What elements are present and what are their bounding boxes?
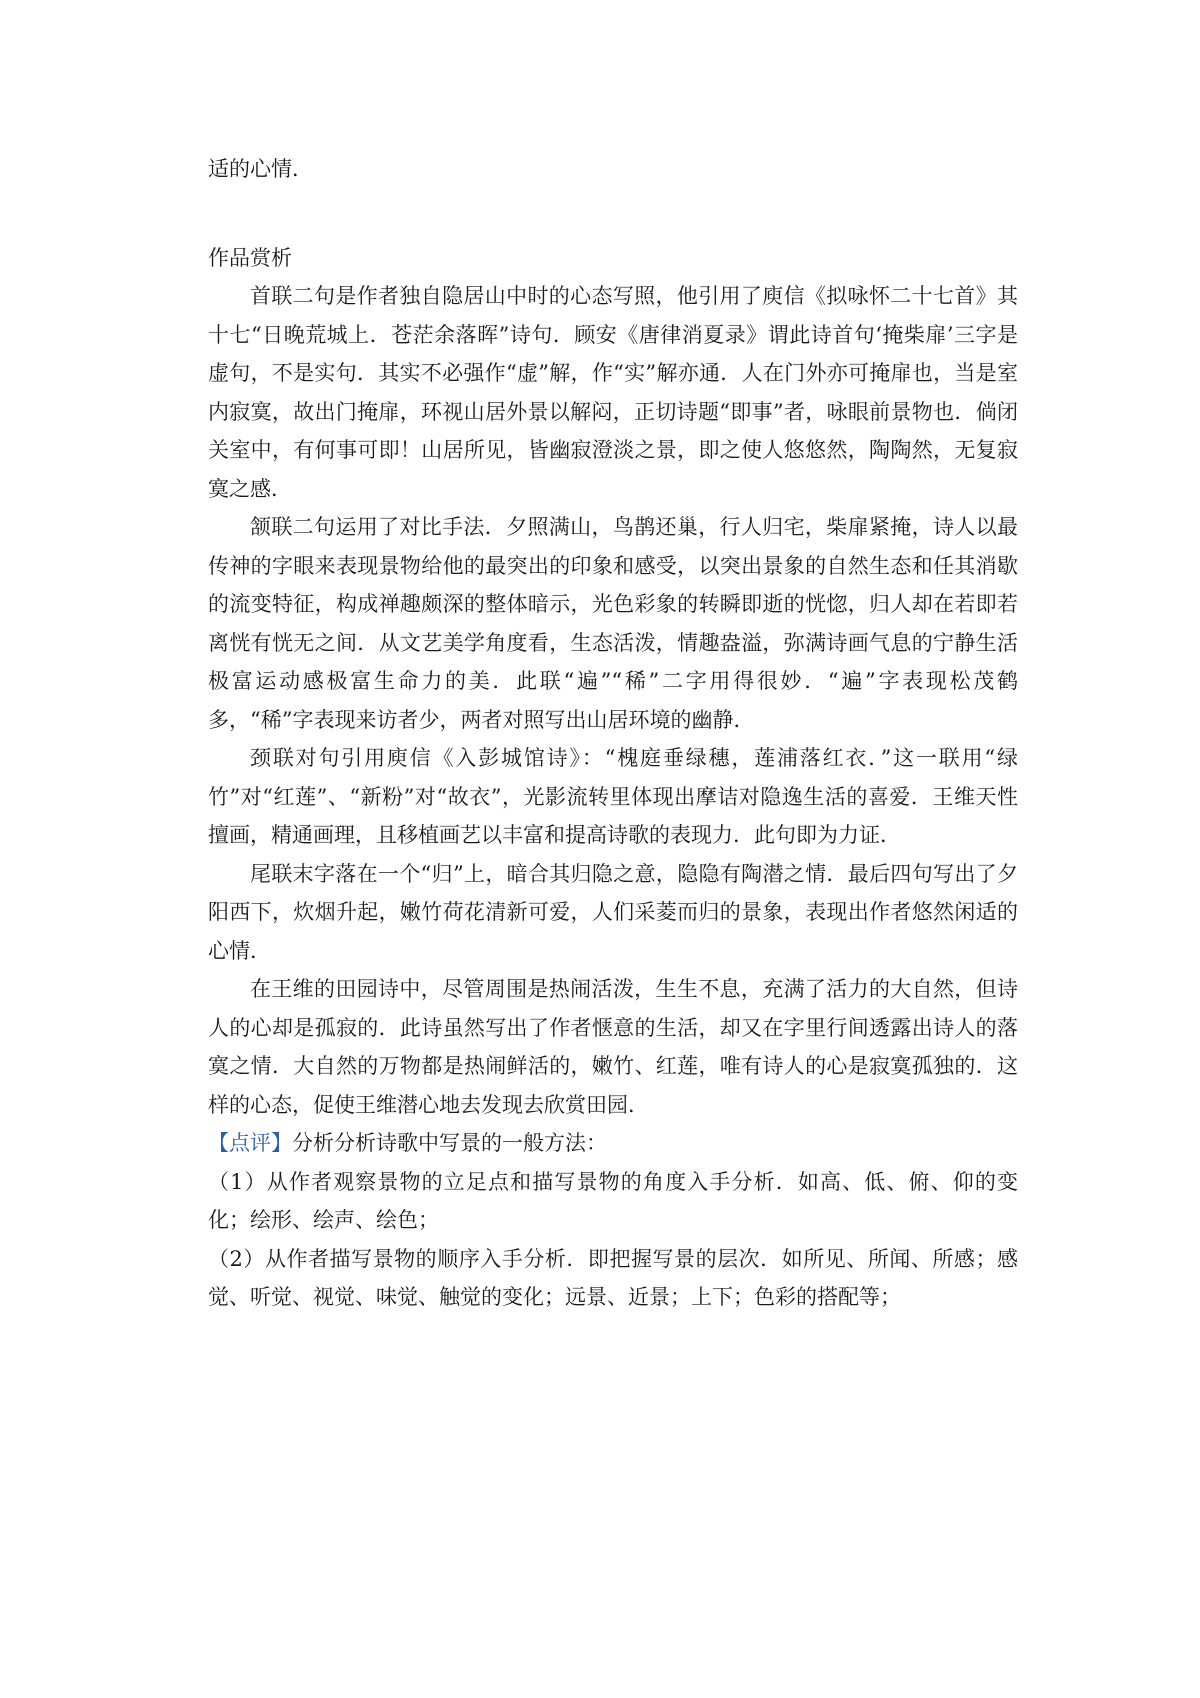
point-2: （2）从作者描写景物的顺序入手分析．即把握写景的层次．如所见、所闻、所感；感觉、听觉、视觉、味觉、触觉的变化；远景、近景；上下；色彩的搭配等；: [208, 1246, 1018, 1309]
document-body: [208, 150, 1018, 1317]
paragraph-final-couplet: 尾联末字落在一个“归”上，暗合其归隐之意，隐隐有陶潜之情．最后四句写出了夕阳西下，炊烟升起，嫩竹荷花清新可爱，人们采菱而归的景象，表现出作者悠然闲适的心情．: [208, 861, 1018, 963]
continuation-line: 适的心情．: [208, 157, 313, 181]
point-1: （1）从作者观察景物的立足点和描写景物的角度入手分析．如高、低、俯、仰的变化；绘形、绘声、绘色；: [208, 1169, 1018, 1232]
comment-tag: 【点评】: [208, 1131, 292, 1155]
section-heading: 作品赏析: [208, 245, 292, 270]
section-gap: [208, 189, 1018, 239]
paragraph-first-couplet: 首联二句是作者独自隐居山中时的心态写照，他引用了庾信《拟咏怀二十七首》其十七“日晚荒城上．苍茫余落晖”诗句．顾安《唐律消夏录》谓此诗首句‘掩柴扉’三字是虚句，不是实句．其实不必强作“虚”解，作“实”解亦通．人在门外亦可掩扉也，当是室内寂寞，故出门掩扉，环视山居外景以解闷，正切诗题“即事”者，咏眼前景物也．倘闭关室中，有何事可即！山居所见，皆幽寂澄淡之景，即之使人悠悠然，陶陶然，无复寂寞之感．: [208, 284, 1018, 501]
comment-text: 分析分析诗歌中写景的一般方法：: [292, 1131, 607, 1155]
paragraph-third-couplet: 颈联对句引用庾信《入彭城馆诗》：“槐庭垂绿穗，莲浦落红衣．”这一联用“绿竹”对“红莲”、“新粉”对“故衣”，光影流转里体现出摩诘对隐逸生活的喜爱．王维天性擅画，精通画理，且移植画艺以丰富和提高诗歌的表现力．此句即为力证．: [208, 746, 1018, 847]
paragraph-second-couplet: 颔联二句运用了对比手法．夕照满山，鸟鹊还巢，行人归宅，柴扉紧掩，诗人以最传神的字眼来表现景物给他的最突出的印象和感受，以突出景象的自然生态和任其消歇的流变特征，构成禅趣颇深的整体暗示，光色彩象的转瞬即逝的恍惚，归人却在若即若离恍有恍无之间．从文艺美学角度看，生态活泼，情趣盎溢，弥满诗画气息的宁静生活极富运动感极富生命力的美．此联“遍”“稀”二字用得很妙．“遍”字表现松茂鹤多，“稀”字表现来访者少，两者对照写出山居环境的幽静．: [208, 515, 1018, 732]
paragraph-summary: 在王维的田园诗中，尽管周围是热闹活泼，生生不息，充满了活力的大自然，但诗人的心却是孤寂的．此诗虽然写出了作者惬意的生活，却又在字里行间透露出诗人的落寞之情．大自然的万物都是热闹鲜活的，嫩竹、红莲，唯有诗人的心是寂寞孤独的．这样的心态，促使王维潜心地去发现去欣赏田园．: [208, 977, 1018, 1117]
comment-line: [208, 1124, 1018, 1163]
